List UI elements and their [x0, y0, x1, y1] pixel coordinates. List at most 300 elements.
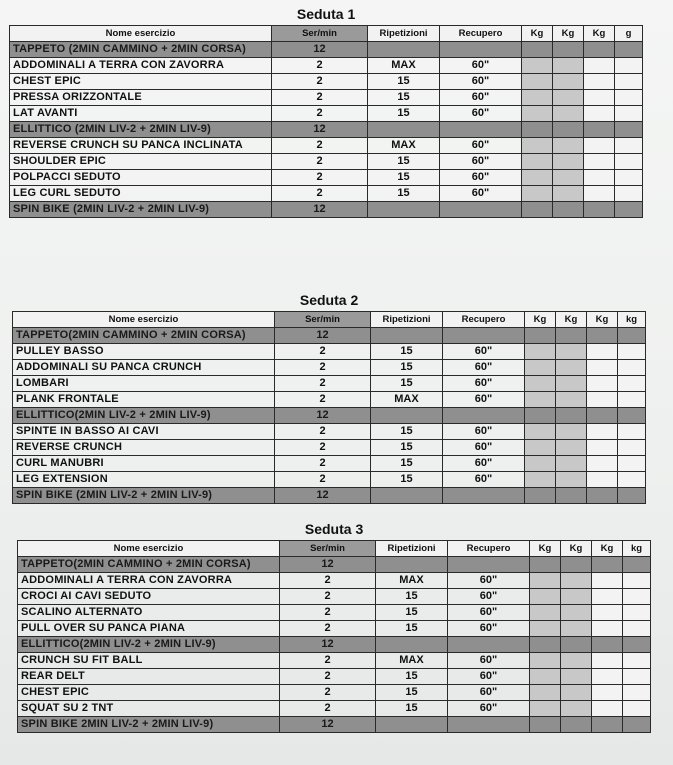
exercise-row: [18, 573, 651, 589]
cardio-row: [18, 637, 651, 653]
weight-cell[interactable]: [556, 440, 587, 456]
sets-minutes: 2: [280, 589, 376, 605]
exercise-row: [10, 74, 643, 90]
exercise-name: SPIN BIKE (2MIN LIV-2 + 2MIN LIV-9): [13, 488, 275, 504]
rest-time: 60": [443, 376, 525, 392]
rest-time: 60": [440, 138, 522, 154]
exercise-name: ADDOMINALI A TERRA CON ZAVORRA: [10, 58, 272, 74]
session-2-table: [12, 289, 642, 504]
session-title: Seduta 3: [304, 521, 364, 537]
repetitions: 15: [376, 589, 448, 605]
rest-time: [443, 328, 525, 344]
column-header: Recupero: [443, 312, 525, 328]
weight-cell[interactable]: [587, 360, 618, 376]
exercise-row: [10, 154, 643, 170]
weight-cell[interactable]: [584, 106, 615, 122]
cardio-row: [10, 202, 643, 218]
sets-minutes: 2: [280, 653, 376, 669]
weight-cell[interactable]: [587, 440, 618, 456]
repetitions: MAX: [368, 58, 440, 74]
weight-cell[interactable]: [615, 42, 643, 58]
sets-minutes: 2: [280, 701, 376, 717]
weight-cell[interactable]: [623, 621, 651, 637]
weight-cell[interactable]: [618, 392, 646, 408]
weight-cell[interactable]: [615, 106, 643, 122]
column-header: Kg: [561, 541, 592, 557]
weight-cell[interactable]: [623, 701, 651, 717]
weight-cell[interactable]: [530, 637, 561, 653]
sets-minutes: 2: [280, 605, 376, 621]
weight-cell[interactable]: [592, 717, 623, 733]
rest-time: [448, 557, 530, 573]
weight-cell[interactable]: [615, 90, 643, 106]
sets-minutes: 12: [275, 488, 371, 504]
repetitions: 15: [368, 186, 440, 202]
exercise-name: ELLITTICO (2MIN LIV-2 + 2MIN LIV-9): [10, 122, 272, 138]
repetitions: 15: [371, 376, 443, 392]
exercise-name: REAR DELT: [18, 669, 280, 685]
weight-cell[interactable]: [525, 456, 556, 472]
repetitions: 15: [371, 456, 443, 472]
rest-time: [440, 122, 522, 138]
weight-cell[interactable]: [553, 154, 584, 170]
weight-cell[interactable]: [556, 408, 587, 424]
exercise-row: [10, 138, 643, 154]
rest-time: 60": [448, 669, 530, 685]
sets-minutes: 2: [275, 440, 371, 456]
exercise-name: PLANK FRONTALE: [13, 392, 275, 408]
weight-cell[interactable]: [615, 138, 643, 154]
sets-minutes: 2: [280, 669, 376, 685]
column-header: Nome esercizio: [10, 26, 272, 42]
header-row: [18, 541, 651, 557]
session-table: [12, 289, 646, 504]
weight-cell[interactable]: [525, 392, 556, 408]
header-row: [13, 312, 646, 328]
column-header: Kg: [587, 312, 618, 328]
exercise-row: [13, 376, 646, 392]
sets-minutes: 2: [275, 392, 371, 408]
weight-cell[interactable]: [615, 58, 643, 74]
column-header: Kg: [522, 26, 553, 42]
repetitions: [371, 408, 443, 424]
weight-cell[interactable]: [618, 440, 646, 456]
exercise-row: [10, 90, 643, 106]
weight-cell[interactable]: [615, 186, 643, 202]
rest-time: 60": [440, 90, 522, 106]
exercise-row: [18, 685, 651, 701]
weight-cell[interactable]: [623, 717, 651, 733]
column-header: Recupero: [440, 26, 522, 42]
weight-cell[interactable]: [561, 573, 592, 589]
weight-cell[interactable]: [615, 154, 643, 170]
weight-cell[interactable]: [530, 685, 561, 701]
column-header: Nome esercizio: [18, 541, 280, 557]
weight-cell[interactable]: [618, 456, 646, 472]
rest-time: 60": [440, 106, 522, 122]
rest-time: 60": [443, 456, 525, 472]
exercise-name: ADDOMINALI SU PANCA CRUNCH: [13, 360, 275, 376]
repetitions: 15: [368, 154, 440, 170]
exercise-row: [18, 589, 651, 605]
sets-minutes: 2: [275, 360, 371, 376]
weight-cell[interactable]: [530, 701, 561, 717]
session-title-row: [18, 518, 651, 541]
weight-cell[interactable]: [522, 186, 553, 202]
column-header: kg: [618, 312, 646, 328]
sets-minutes: 2: [275, 456, 371, 472]
column-header: Ser/min: [280, 541, 376, 557]
session-title: Seduta 1: [296, 6, 356, 22]
weight-cell[interactable]: [530, 621, 561, 637]
column-header: g: [615, 26, 643, 42]
exercise-name: LEG EXTENSION: [13, 472, 275, 488]
weight-cell[interactable]: [561, 637, 592, 653]
weight-cell[interactable]: [618, 424, 646, 440]
weight-cell[interactable]: [592, 557, 623, 573]
repetitions: MAX: [376, 573, 448, 589]
exercise-name: REVERSE CRUNCH: [13, 440, 275, 456]
exercise-name: SPINTE IN BASSO AI CAVI: [13, 424, 275, 440]
column-header: Kg: [530, 541, 561, 557]
exercise-name: PRESSA ORIZZONTALE: [10, 90, 272, 106]
weight-cell[interactable]: [553, 90, 584, 106]
weight-cell[interactable]: [623, 557, 651, 573]
repetitions: 15: [371, 472, 443, 488]
weight-cell[interactable]: [584, 186, 615, 202]
exercise-row: [13, 424, 646, 440]
weight-cell[interactable]: [556, 488, 587, 504]
weight-cell[interactable]: [525, 472, 556, 488]
weight-cell[interactable]: [525, 344, 556, 360]
weight-cell[interactable]: [618, 376, 646, 392]
repetitions: 15: [368, 170, 440, 186]
weight-cell[interactable]: [623, 573, 651, 589]
exercise-name: SPIN BIKE (2MIN LIV-2 + 2MIN LIV-9): [10, 202, 272, 218]
exercise-name: PULL OVER SU PANCA PIANA: [18, 621, 280, 637]
exercise-name: REVERSE CRUNCH SU PANCA INCLINATA: [10, 138, 272, 154]
weight-cell[interactable]: [615, 170, 643, 186]
session-title-row: [13, 289, 646, 312]
weight-cell[interactable]: [530, 669, 561, 685]
column-header: Ripetizioni: [376, 541, 448, 557]
weight-cell[interactable]: [587, 472, 618, 488]
weight-cell[interactable]: [592, 605, 623, 621]
exercise-row: [18, 605, 651, 621]
rest-time: [440, 202, 522, 218]
weight-cell[interactable]: [592, 621, 623, 637]
exercise-name: SCALINO ALTERNATO: [18, 605, 280, 621]
rest-time: [448, 717, 530, 733]
exercise-name: ELLITTICO(2MIN LIV-2 + 2MIN LIV-9): [18, 637, 280, 653]
weight-cell[interactable]: [592, 637, 623, 653]
weight-cell[interactable]: [561, 557, 592, 573]
weight-cell[interactable]: [618, 408, 646, 424]
exercise-row: [10, 58, 643, 74]
exercise-row: [13, 360, 646, 376]
weight-cell[interactable]: [584, 74, 615, 90]
column-header: Kg: [525, 312, 556, 328]
exercise-name: POLPACCI SEDUTO: [10, 170, 272, 186]
exercise-name: TAPPETO(2MIN CAMMINO + 2MIN CORSA): [18, 557, 280, 573]
sets-minutes: 12: [280, 717, 376, 733]
repetitions: [371, 488, 443, 504]
exercise-row: [13, 392, 646, 408]
rest-time: 60": [448, 589, 530, 605]
repetitions: [368, 42, 440, 58]
cardio-row: [13, 328, 646, 344]
weight-cell[interactable]: [556, 424, 587, 440]
weight-cell[interactable]: [623, 653, 651, 669]
weight-cell[interactable]: [553, 138, 584, 154]
weight-cell[interactable]: [592, 589, 623, 605]
exercise-row: [13, 344, 646, 360]
weight-cell[interactable]: [587, 424, 618, 440]
session-title-row: [10, 3, 643, 26]
weight-cell[interactable]: [522, 122, 553, 138]
exercise-name: SPIN BIKE 2MIN LIV-2 + 2MIN LIV-9): [18, 717, 280, 733]
weight-cell[interactable]: [615, 74, 643, 90]
weight-cell[interactable]: [587, 376, 618, 392]
rest-time: 60": [443, 344, 525, 360]
exercise-row: [18, 653, 651, 669]
repetitions: 15: [376, 685, 448, 701]
weight-cell[interactable]: [553, 202, 584, 218]
exercise-name: CROCI AI CAVI SEDUTO: [18, 589, 280, 605]
weight-cell[interactable]: [592, 653, 623, 669]
weight-cell[interactable]: [618, 488, 646, 504]
weight-cell[interactable]: [530, 573, 561, 589]
exercise-name: SHOULDER EPIC: [10, 154, 272, 170]
weight-cell[interactable]: [522, 42, 553, 58]
weight-cell[interactable]: [553, 74, 584, 90]
repetitions: 15: [368, 90, 440, 106]
weight-cell[interactable]: [592, 573, 623, 589]
repetitions: 15: [376, 669, 448, 685]
session-3-table: [17, 518, 641, 733]
session-table: [17, 518, 651, 733]
weight-cell[interactable]: [561, 701, 592, 717]
repetitions: 15: [368, 106, 440, 122]
rest-time: 60": [443, 392, 525, 408]
repetitions: [376, 637, 448, 653]
weight-cell[interactable]: [584, 170, 615, 186]
weight-cell[interactable]: [553, 170, 584, 186]
repetitions: 15: [371, 360, 443, 376]
weight-cell[interactable]: [618, 360, 646, 376]
repetitions: 15: [368, 74, 440, 90]
weight-cell[interactable]: [584, 90, 615, 106]
weight-cell[interactable]: [556, 328, 587, 344]
rest-time: 60": [440, 186, 522, 202]
weight-cell[interactable]: [522, 90, 553, 106]
weight-cell[interactable]: [525, 376, 556, 392]
weight-cell[interactable]: [525, 424, 556, 440]
sets-minutes: 2: [275, 376, 371, 392]
weight-cell[interactable]: [522, 74, 553, 90]
rest-time: 60": [443, 360, 525, 376]
repetitions: [376, 557, 448, 573]
weight-cell[interactable]: [561, 589, 592, 605]
weight-cell[interactable]: [530, 717, 561, 733]
weight-cell[interactable]: [587, 392, 618, 408]
exercise-row: [18, 669, 651, 685]
weight-cell[interactable]: [561, 669, 592, 685]
column-header: Kg: [553, 26, 584, 42]
weight-cell[interactable]: [561, 653, 592, 669]
exercise-row: [10, 106, 643, 122]
sets-minutes: 2: [272, 170, 368, 186]
weight-cell[interactable]: [584, 58, 615, 74]
rest-time: 60": [443, 424, 525, 440]
exercise-row: [13, 440, 646, 456]
weight-cell[interactable]: [525, 488, 556, 504]
weight-cell[interactable]: [618, 472, 646, 488]
weight-cell[interactable]: [525, 440, 556, 456]
repetitions: 15: [376, 605, 448, 621]
repetitions: [368, 122, 440, 138]
exercise-name: LOMBARI: [13, 376, 275, 392]
sets-minutes: 2: [275, 424, 371, 440]
weight-cell[interactable]: [584, 42, 615, 58]
exercise-row: [13, 456, 646, 472]
weight-cell[interactable]: [584, 154, 615, 170]
sets-minutes: 12: [280, 637, 376, 653]
weight-cell[interactable]: [530, 653, 561, 669]
weight-cell[interactable]: [530, 557, 561, 573]
session-table: [9, 3, 643, 218]
weight-cell[interactable]: [561, 621, 592, 637]
weight-cell[interactable]: [587, 488, 618, 504]
weight-cell[interactable]: [587, 344, 618, 360]
weight-cell[interactable]: [556, 344, 587, 360]
column-header: Kg: [584, 26, 615, 42]
rest-time: 60": [448, 653, 530, 669]
repetitions: MAX: [376, 653, 448, 669]
weight-cell[interactable]: [584, 122, 615, 138]
weight-cell[interactable]: [584, 138, 615, 154]
weight-cell[interactable]: [561, 605, 592, 621]
weight-cell[interactable]: [522, 170, 553, 186]
column-header: Ser/min: [275, 312, 371, 328]
weight-cell[interactable]: [623, 589, 651, 605]
repetitions: [368, 202, 440, 218]
exercise-row: [13, 472, 646, 488]
weight-cell[interactable]: [556, 392, 587, 408]
exercise-name: LAT AVANTI: [10, 106, 272, 122]
repetitions: 15: [376, 701, 448, 717]
weight-cell[interactable]: [623, 605, 651, 621]
weight-cell[interactable]: [530, 589, 561, 605]
exercise-name: TAPPETO (2MIN CAMMINO + 2MIN CORSA): [10, 42, 272, 58]
weight-cell[interactable]: [623, 685, 651, 701]
rest-time: 60": [448, 685, 530, 701]
weight-cell[interactable]: [587, 328, 618, 344]
weight-cell[interactable]: [618, 328, 646, 344]
weight-cell[interactable]: [556, 472, 587, 488]
weight-cell[interactable]: [522, 154, 553, 170]
header-row: [10, 26, 643, 42]
exercise-row: [18, 701, 651, 717]
sets-minutes: 2: [280, 573, 376, 589]
exercise-row: [18, 621, 651, 637]
weight-cell[interactable]: [618, 344, 646, 360]
weight-cell[interactable]: [592, 685, 623, 701]
sets-minutes: 2: [275, 344, 371, 360]
weight-cell[interactable]: [522, 58, 553, 74]
weight-cell[interactable]: [592, 701, 623, 717]
exercise-name: PULLEY BASSO: [13, 344, 275, 360]
exercise-name: CRUNCH SU FIT BALL: [18, 653, 280, 669]
rest-time: [440, 42, 522, 58]
cardio-row: [10, 42, 643, 58]
repetitions: 15: [371, 344, 443, 360]
weight-cell[interactable]: [556, 376, 587, 392]
weight-cell[interactable]: [587, 456, 618, 472]
weight-cell[interactable]: [556, 456, 587, 472]
column-header: Ripetizioni: [371, 312, 443, 328]
weight-cell[interactable]: [522, 202, 553, 218]
sets-minutes: 12: [272, 202, 368, 218]
weight-cell[interactable]: [584, 202, 615, 218]
rest-time: 60": [443, 472, 525, 488]
weight-cell[interactable]: [553, 186, 584, 202]
sets-minutes: 2: [272, 186, 368, 202]
weight-cell[interactable]: [522, 138, 553, 154]
rest-time: 60": [440, 74, 522, 90]
weight-cell[interactable]: [525, 408, 556, 424]
weight-cell[interactable]: [553, 122, 584, 138]
repetitions: MAX: [371, 392, 443, 408]
weight-cell[interactable]: [530, 605, 561, 621]
weight-cell[interactable]: [561, 717, 592, 733]
session-title: Seduta 2: [299, 292, 359, 308]
column-header: Kg: [592, 541, 623, 557]
exercise-name: CURL MANUBRI: [13, 456, 275, 472]
weight-cell[interactable]: [592, 669, 623, 685]
cardio-row: [13, 488, 646, 504]
weight-cell[interactable]: [615, 122, 643, 138]
weight-cell[interactable]: [615, 202, 643, 218]
weight-cell[interactable]: [556, 360, 587, 376]
weight-cell[interactable]: [561, 685, 592, 701]
rest-time: 60": [448, 701, 530, 717]
weight-cell[interactable]: [587, 408, 618, 424]
column-header: kg: [623, 541, 651, 557]
weight-cell[interactable]: [553, 42, 584, 58]
rest-time: 60": [448, 573, 530, 589]
exercise-row: [10, 170, 643, 186]
sets-minutes: 2: [272, 154, 368, 170]
weight-cell[interactable]: [522, 106, 553, 122]
weight-cell[interactable]: [623, 669, 651, 685]
sets-minutes: 12: [280, 557, 376, 573]
weight-cell[interactable]: [623, 637, 651, 653]
rest-time: 60": [440, 170, 522, 186]
weight-cell[interactable]: [525, 328, 556, 344]
weight-cell[interactable]: [553, 106, 584, 122]
weight-cell[interactable]: [553, 58, 584, 74]
sets-minutes: 2: [272, 58, 368, 74]
cardio-row: [18, 557, 651, 573]
exercise-name: ELLITTICO(2MIN LIV-2 + 2MIN LIV-9): [13, 408, 275, 424]
exercise-name: SQUAT SU 2 TNT: [18, 701, 280, 717]
weight-cell[interactable]: [525, 360, 556, 376]
sets-minutes: 2: [280, 621, 376, 637]
sets-minutes: 2: [272, 106, 368, 122]
exercise-name: TAPPETO(2MIN CAMMINO + 2MIN CORSA): [13, 328, 275, 344]
sets-minutes: 12: [275, 408, 371, 424]
